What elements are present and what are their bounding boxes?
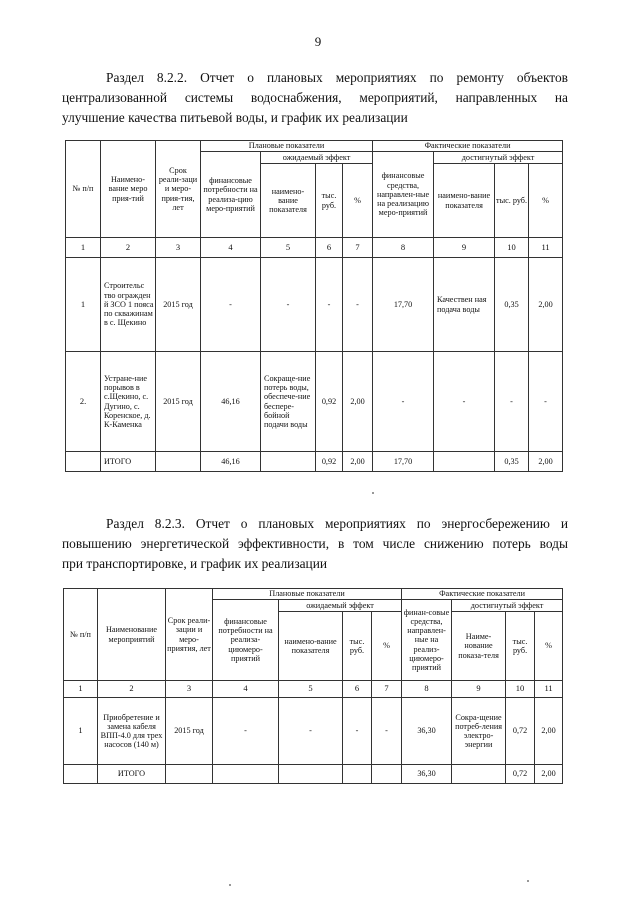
col-number: 5 xyxy=(279,681,343,698)
header-actual: Фактические показатели xyxy=(402,589,563,600)
total-row xyxy=(66,452,563,472)
cell: - xyxy=(434,352,495,452)
header-name: Наименование мероприятий xyxy=(98,589,166,681)
cell xyxy=(452,765,506,784)
cell: - xyxy=(279,698,343,765)
header-num: № п/п xyxy=(66,141,101,238)
cell: 2,00 xyxy=(535,765,563,784)
header-term: Срок реали-зации и меро-приятия, лет xyxy=(166,589,213,681)
cell: 36,30 xyxy=(402,765,452,784)
cell: 0,72 xyxy=(506,765,535,784)
cell: Строительс тво огражден й ЗСО 1 пояса по скважинам в с. Щекино xyxy=(101,258,156,352)
cell: 2,00 xyxy=(535,698,563,765)
header-exp-name: наимено-вание показателя xyxy=(279,612,343,681)
section-2-heading-line: при транспортировке, и график их реализации xyxy=(62,556,328,571)
scan-speck xyxy=(372,492,374,494)
section-1-heading-line: Раздел 8.2.2. Отчет о плановых мероприятиях по ремонту объектов xyxy=(106,70,568,85)
cell: Сокраще-ние потерь воды, обеспече-ние беспере-бойной подачи воды xyxy=(261,352,316,452)
cell: - xyxy=(495,352,529,452)
cell: 2,00 xyxy=(529,452,563,472)
section-2-table xyxy=(63,588,563,784)
cell: 46,16 xyxy=(201,352,261,452)
header-ach-pct: % xyxy=(535,612,563,681)
cell xyxy=(372,765,402,784)
section-2-heading-line: повышению энергетической эффективности, в том числе снижению потерь воды xyxy=(62,536,568,551)
col-number: 3 xyxy=(156,238,201,258)
section-1-heading-line: улучшение качества питьевой воды, и график их реализации xyxy=(62,110,408,125)
col-number: 6 xyxy=(343,681,372,698)
cell: - xyxy=(529,352,563,452)
col-number: 4 xyxy=(201,238,261,258)
header-plan-fin: финансовые потребности на реализа-цию меро-приятий xyxy=(201,152,261,238)
column-number-row xyxy=(66,238,563,258)
header-exp-rub: тыс. руб. xyxy=(343,612,372,681)
col-number: 11 xyxy=(535,681,563,698)
cell: Сокра-щение потреб-ления электро-энергии xyxy=(452,698,506,765)
cell: 17,70 xyxy=(373,452,434,472)
cell: 2,00 xyxy=(343,352,373,452)
cell: - xyxy=(261,258,316,352)
col-number: 6 xyxy=(316,238,343,258)
col-number: 3 xyxy=(166,681,213,698)
cell: 46,16 xyxy=(201,452,261,472)
cell: - xyxy=(316,258,343,352)
header-planned: Плановые показатели xyxy=(213,589,402,600)
section-2-heading xyxy=(62,514,568,574)
cell: 0,72 xyxy=(506,698,535,765)
total-label: ИТОГО xyxy=(98,765,166,784)
cell: 36,30 xyxy=(402,698,452,765)
header-ach-pct: % xyxy=(529,164,563,238)
scan-speck xyxy=(229,884,231,886)
cell: 0,35 xyxy=(495,258,529,352)
cell: - xyxy=(343,698,372,765)
section-2-heading-line: Раздел 8.2.3. Отчет о плановых мероприятиях по энергосбережению и xyxy=(106,516,568,531)
col-number: 10 xyxy=(506,681,535,698)
header-achieved: достигнутый эффект xyxy=(434,152,563,164)
cell: 2,00 xyxy=(529,258,563,352)
col-number: 11 xyxy=(529,238,563,258)
cell: Приобретение и замена кабеля ВПП-4.0 для трех насосов (140 м) xyxy=(98,698,166,765)
header-act-fin: финансовые средства, направлен-ные на реализацию меро-приятий xyxy=(373,152,434,238)
scan-speck xyxy=(527,880,529,882)
cell: 1 xyxy=(66,258,101,352)
cell: 17,70 xyxy=(373,258,434,352)
table-row xyxy=(66,352,563,452)
cell xyxy=(166,765,213,784)
header-planned: Плановые показатели xyxy=(201,141,373,152)
header-term: Срок реали-заци и меро-прия-тия, лет xyxy=(156,141,201,238)
cell: 1 xyxy=(64,698,98,765)
cell xyxy=(213,765,279,784)
header-num: № п/п xyxy=(64,589,98,681)
cell: 0,92 xyxy=(316,452,343,472)
header-ach-name: Наиме-нование показа-теля xyxy=(452,612,506,681)
header-achieved: достигнутый эффект xyxy=(452,600,563,612)
header-act-fin: финан-совые средства, направлен-ные на реализ-циюмеро-приятий xyxy=(402,600,452,681)
header-ach-rub: тыс. руб. xyxy=(506,612,535,681)
header-exp-pct: % xyxy=(343,164,373,238)
cell: - xyxy=(213,698,279,765)
cell: - xyxy=(373,352,434,452)
col-number: 9 xyxy=(434,238,495,258)
col-number: 2 xyxy=(98,681,166,698)
cell: Качествен ная подача воды xyxy=(434,258,495,352)
header-expected: ожидаемый эффект xyxy=(279,600,402,612)
section-1-heading xyxy=(62,68,568,128)
total-row xyxy=(64,765,563,784)
col-number: 8 xyxy=(373,238,434,258)
cell: 0,35 xyxy=(495,452,529,472)
cell: 2. xyxy=(66,352,101,452)
section-1-table xyxy=(65,140,563,472)
cell xyxy=(279,765,343,784)
column-number-row xyxy=(64,681,563,698)
header-expected: ожидаемый эффект xyxy=(261,152,373,164)
header-exp-name: наимено-вание показателя xyxy=(261,164,316,238)
cell xyxy=(343,765,372,784)
col-number: 1 xyxy=(64,681,98,698)
cell: - xyxy=(372,698,402,765)
header-actual: Фактические показатели xyxy=(373,141,563,152)
cell xyxy=(434,452,495,472)
cell xyxy=(156,452,201,472)
col-number: 1 xyxy=(66,238,101,258)
header-plan-fin: финансовые потребности на реализа-циюмеро-приятий xyxy=(213,600,279,681)
cell: 0,92 xyxy=(316,352,343,452)
col-number: 8 xyxy=(402,681,452,698)
cell xyxy=(261,452,316,472)
table-row xyxy=(66,258,563,352)
col-number: 7 xyxy=(343,238,373,258)
cell xyxy=(66,452,101,472)
col-number: 9 xyxy=(452,681,506,698)
col-number: 5 xyxy=(261,238,316,258)
page-number: 9 xyxy=(314,34,322,49)
header-exp-pct: % xyxy=(372,612,402,681)
col-number: 10 xyxy=(495,238,529,258)
cell: Устране-ние порывов в с.Щекино, с. Дугино, с. Коренское, д. К-Каменка xyxy=(101,352,156,452)
cell: - xyxy=(343,258,373,352)
cell: 2015 год xyxy=(156,352,201,452)
header-ach-rub: тыс. руб. xyxy=(495,164,529,238)
cell: 2,00 xyxy=(343,452,373,472)
col-number: 4 xyxy=(213,681,279,698)
col-number: 2 xyxy=(101,238,156,258)
header-name: Наимено-вание меро прия-тий xyxy=(101,141,156,238)
table-row xyxy=(64,698,563,765)
cell: - xyxy=(201,258,261,352)
cell xyxy=(64,765,98,784)
total-label: ИТОГО xyxy=(101,452,156,472)
header-exp-rub: тыс. руб. xyxy=(316,164,343,238)
header-ach-name: наимено-вание показателя xyxy=(434,164,495,238)
section-1-heading-line: централизованной системы водоснабжения, мероприятий, направленных на xyxy=(62,90,568,105)
col-number: 7 xyxy=(372,681,402,698)
cell: 2015 год xyxy=(156,258,201,352)
cell: 2015 год xyxy=(166,698,213,765)
